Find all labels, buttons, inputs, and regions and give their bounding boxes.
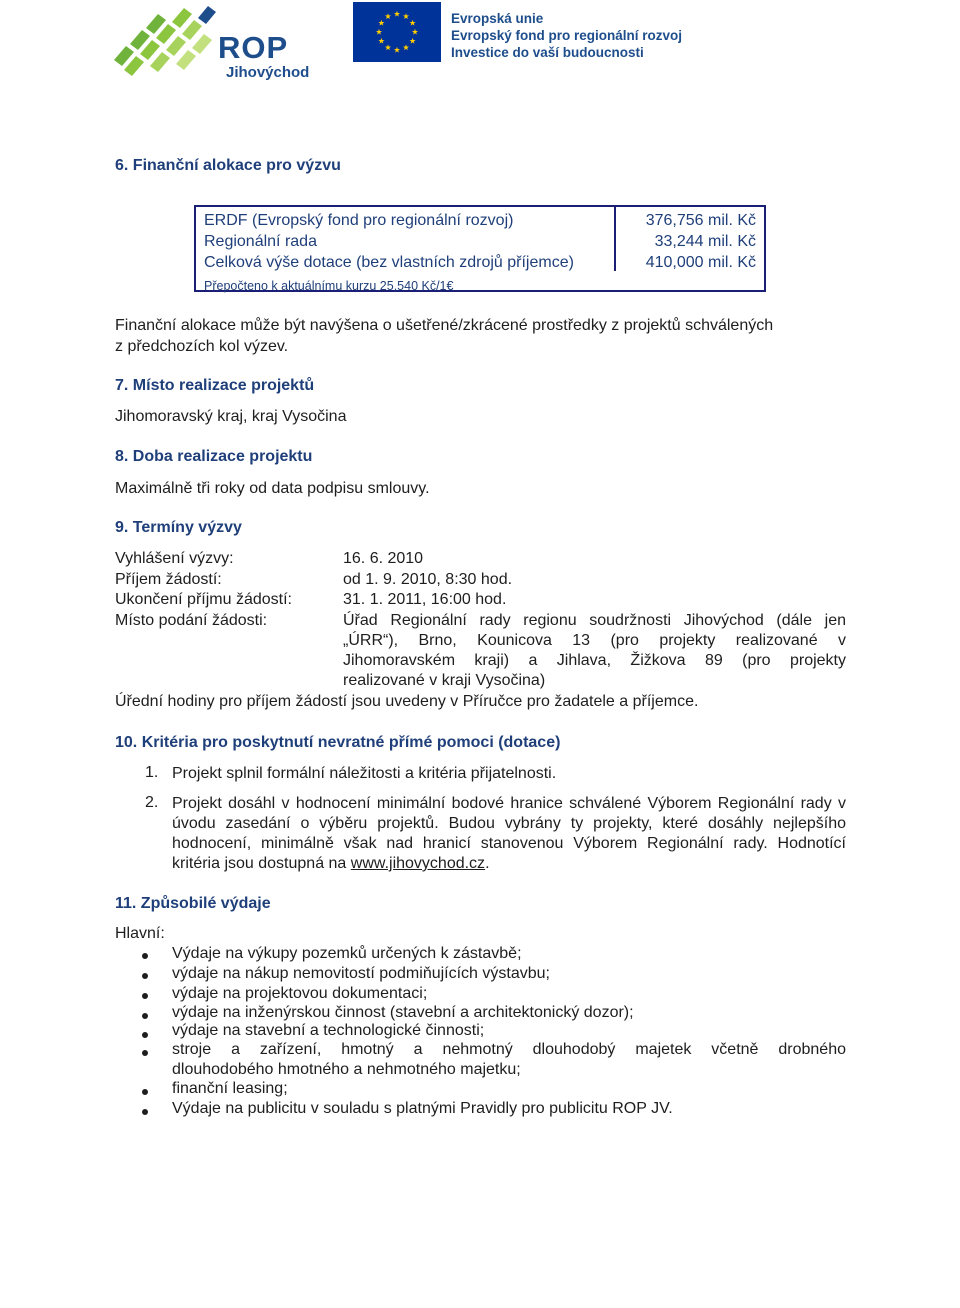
list-item: stroje a zařízení, hmotný a nehmotný dlouhodobý majetek včetně drobného (172, 1041, 846, 1058)
rop-region-text: Jihovýchod (226, 64, 310, 81)
list-item: výdaje na projektovou dokumentaci; (172, 985, 428, 1002)
section-8-text: Maximálně tři roky od data podpisu smlouvy. (115, 480, 430, 497)
criterion-text: Projekt dosáhl v hodnocení minimální bodové hranice schválené Výborem Regionální rady v úvodu zasedání o výběru projektů. Budou vybrány ty projekty, které dosáhly nejlepšího hodnocení, minimálně však nad hranicí stanovenou Výborem Regionální rady. Hodnotící kritéria jsou dostupná na (172, 795, 846, 872)
section-6-title: 6. Finanční alokace pro výzvu (115, 157, 341, 174)
criterion-text-block (172, 794, 846, 874)
date-label: Příjem žádostí: (115, 571, 222, 588)
place-label: Místo podání žádosti: (115, 612, 268, 629)
allocation-paragraph-line-2: z předchozích kol výzev. (115, 338, 289, 355)
criterion-number: 2. (145, 794, 159, 811)
eu-line-2: Evropský fond pro regionální rozvoj (451, 28, 683, 43)
table-row-label: ERDF (Evropský fond pro regionální rozvoj) (204, 212, 514, 229)
section-10-title: 10. Kritéria pro poskytnutí nevratné přímé pomoci (dotace) (115, 734, 561, 751)
eu-flag-icon (353, 2, 441, 62)
list-item-continuation: dlouhodobého hmotného a nehmotného majetku; (172, 1061, 521, 1078)
section-7-title: 7. Místo realizace projektů (115, 377, 315, 394)
allocation-paragraph-line-1: Finanční alokace může být navýšena o ušetřené/zkrácené prostředky z projektů schválených (115, 317, 774, 334)
list-item: Výdaje na výkupy pozemků určených k zástavbě; (172, 945, 522, 962)
date-value: 16. 6. 2010 (343, 550, 424, 567)
place-line: Úřad Regionální rady regionu soudržnosti Jihovýchod (dále jen (343, 612, 846, 629)
table-row-value: 410,000 mil. Kč (645, 254, 756, 271)
section-11-title: 11. Způsobilé výdaje (115, 895, 271, 912)
table-row-value: 376,756 mil. Kč (645, 212, 756, 229)
list-item: Výdaje na publicitu v souladu s platnými Pravidly pro publicitu ROP JV. (172, 1100, 673, 1117)
section-8-title: 8. Doba realizace projektu (115, 448, 313, 465)
list-item: výdaje na inženýrskou činnost (stavební a architektonický dozor); (172, 1004, 634, 1021)
table-column-divider (614, 207, 616, 271)
eu-text-block (451, 10, 682, 61)
bullet-icon (142, 1089, 148, 1095)
financial-allocation-table (194, 205, 766, 292)
bullet-icon (142, 1050, 148, 1056)
bullet-icon (142, 1032, 148, 1038)
criterion-text: Projekt splnil formální náležitosti a kritéria přijatelnosti. (172, 765, 557, 782)
section-11-subtitle: Hlavní: (115, 925, 165, 942)
date-label: Vyhlášení výzvy: (115, 550, 234, 567)
date-value: od 1. 9. 2010, 8:30 hod. (343, 571, 513, 588)
list-item: výdaje na stavební a technologické činnosti; (172, 1022, 485, 1039)
rop-logo-mark (114, 6, 216, 76)
bullet-icon (142, 953, 148, 959)
section-7-text: Jihomoravský kraj, kraj Vysočina (115, 408, 347, 425)
bullet-icon (142, 1109, 148, 1115)
place-line: realizované v kraji Vysočina) (343, 672, 546, 689)
bullet-icon (142, 1013, 148, 1019)
exchange-rate-note: Přepočteno k aktuálnímu kurzu 25,540 Kč/1€ (204, 279, 454, 293)
rop-brand-text: ROP (218, 30, 289, 65)
office-hours-text: Úřední hodiny pro příjem žádostí jsou uvedeny v Příručce pro žadatele a příjemce. (115, 693, 699, 710)
table-row-label: Regionální rada (204, 233, 317, 250)
list-item: výdaje na nákup nemovitostí podmiňujících výstavbu; (172, 965, 550, 982)
eu-line-1: Evropská unie (451, 11, 544, 26)
criterion-number: 1. (145, 764, 159, 781)
table-row-value: 33,244 mil. Kč (654, 233, 756, 250)
date-value: 31. 1. 2011, 16:00 hod. (343, 591, 507, 608)
eu-line-3: Investice do vaší budoucnosti (451, 45, 644, 60)
page-header (0, 0, 960, 95)
bullet-icon (142, 973, 148, 979)
place-line: „ÚRR“), Brno, Kounicova 13 (pro projekty realizované v (343, 632, 846, 649)
place-line: Jihomoravském kraji) a Jihlava, Žižkova 89 (pro projekty (343, 652, 846, 669)
section-9-title: 9. Termíny výzvy (115, 519, 242, 536)
criterion-suffix: . (485, 855, 490, 872)
date-label: Ukončení příjmu žádostí: (115, 591, 292, 608)
bullet-icon (142, 993, 148, 999)
website-link[interactable]: www.jihovychod.cz (350, 855, 486, 872)
list-item: finanční leasing; (172, 1080, 288, 1097)
table-row-label: Celková výše dotace (bez vlastních zdrojů příjemce) (204, 254, 574, 271)
